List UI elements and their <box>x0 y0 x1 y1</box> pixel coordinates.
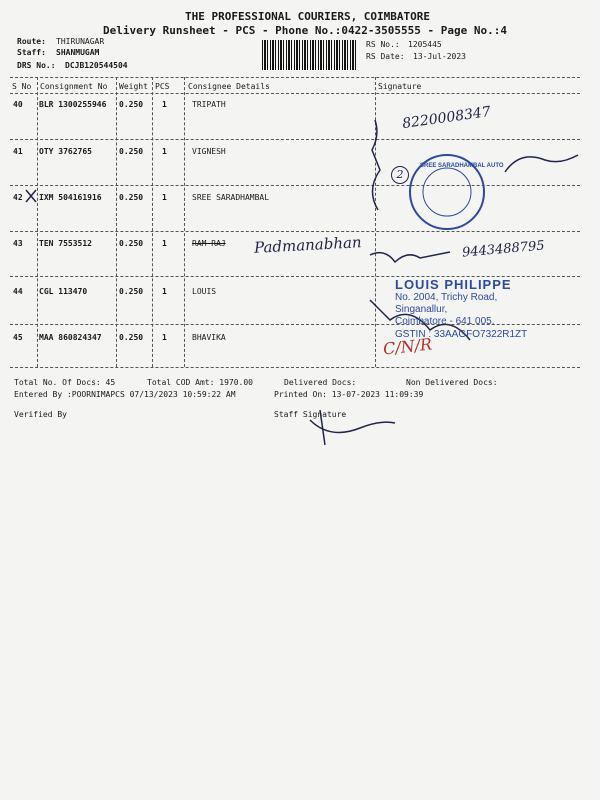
row-44-consignment: CGL 113470 <box>39 287 88 296</box>
row-43-consignment: TEN 7553512 <box>39 239 92 248</box>
rs-date-label: RS Date: <box>366 52 405 61</box>
louis-stamp-gstin: GSTIN : 33AAGFO7322R1ZT <box>395 329 528 340</box>
drs-label: DRS No.: <box>17 61 56 70</box>
row-43-consignee: RAM RAJ <box>192 239 226 248</box>
row-44-pcs: 1 <box>162 287 167 296</box>
handwritten-phone-row-40: 8220008347 <box>401 103 492 133</box>
row-40-consignee: TRIPATH <box>192 100 226 109</box>
total-cod: Total COD Amt: 1970.00 <box>147 378 253 387</box>
louis-stamp-line1: No. 2004, Trichy Road, <box>395 292 498 303</box>
row-43-pcs: 1 <box>162 239 167 248</box>
rs-no-value: 1205445 <box>408 40 442 49</box>
col-header-signature: Signature <box>378 82 422 91</box>
verified-by: Verified By <box>14 410 67 419</box>
drs-value: DCJB120544504 <box>65 61 128 70</box>
louis-stamp-title: LOUIS PHILIPPE <box>395 277 512 292</box>
signature-scribble-41 <box>505 155 578 172</box>
staff-signature-label: Staff Signature <box>274 410 347 419</box>
entered-by: Entered By :POORNIMAPCS 07/13/2023 10:59:22 AM <box>14 390 236 399</box>
row-44-consignee: LOUIS <box>192 287 217 296</box>
route-label: Route: <box>17 37 46 46</box>
col-header-weight: Weight <box>119 82 148 91</box>
row-41-pcs: 1 <box>162 147 167 156</box>
rs-no-label: RS No.: <box>366 40 400 49</box>
row-40-pcs: 1 <box>162 100 167 109</box>
total-docs: Total No. Of Docs: 45 <box>14 378 116 387</box>
col-header-pcs: PCS <box>155 82 170 91</box>
delivered-docs: Delivered Docs: <box>284 378 357 387</box>
row-42-consignee: SREE SARADHAMBAL <box>192 193 270 202</box>
row-41-consignee: VIGNESH <box>192 147 226 156</box>
runsheet-subtitle: Delivery Runsheet - PCS - Phone No.:0422-3505555 - Page No.:4 <box>103 24 507 37</box>
row-40-sno: 40 <box>13 100 23 109</box>
louis-stamp-line2: Singanallur, <box>395 304 448 315</box>
staff-label: Staff: <box>17 48 46 57</box>
row-45-consignee: BHAVIKA <box>192 333 226 342</box>
rs-date-value: 13-Jul-2023 <box>413 52 466 61</box>
round-stamp-inner <box>423 168 471 216</box>
circled-number-mark: 2 <box>391 166 409 184</box>
row-43-weight: 0.250 <box>119 239 144 248</box>
handwritten-name-row-43: Padmanabhan <box>253 233 363 257</box>
row-41-weight: 0.250 <box>119 147 144 156</box>
row-42-sno: 42 <box>13 193 23 202</box>
signature-scribble-40 <box>372 120 380 210</box>
col-header-consignee: Consignee Details <box>188 82 270 91</box>
cross-mark-42 <box>26 190 36 202</box>
row-44-weight: 0.250 <box>119 287 144 296</box>
handwritten-phone-row-43: 9443488795 <box>461 238 546 261</box>
row-42-weight: 0.250 <box>119 193 144 202</box>
louis-stamp-line3: Coimbatore - 641 005. <box>395 316 495 327</box>
company-title: THE PROFESSIONAL COURIERS, COIMBATORE <box>185 10 431 23</box>
round-stamp-text: SREE SARADHAMBAL AUTO <box>420 163 504 169</box>
row-40-consignment: BLR 1300255946 <box>39 100 107 109</box>
row-40-weight: 0.250 <box>119 100 144 109</box>
row-45-weight: 0.250 <box>119 333 144 342</box>
staff-value: SHANMUGAM <box>56 48 100 57</box>
col-header-sno: S No <box>12 82 32 91</box>
handwritten-cnr-row-45: C/N/R <box>382 334 433 359</box>
col-header-consignment: Consignment No <box>40 82 108 91</box>
non-delivered-docs: Non Delivered Docs: <box>406 378 498 387</box>
row-45-consignment: MAA 860824347 <box>39 333 102 342</box>
row-42-pcs: 1 <box>162 193 167 202</box>
row-41-consignment: OTY 3762765 <box>39 147 92 156</box>
row-44-sno: 44 <box>13 287 23 296</box>
row-43-sno: 43 <box>13 239 23 248</box>
route-value: THIRUNAGAR <box>56 37 105 46</box>
row-45-sno: 45 <box>13 333 23 342</box>
printed-on: Printed On: 13-07-2023 11:09:39 <box>274 390 424 399</box>
row-45-pcs: 1 <box>162 333 167 342</box>
row-41-sno: 41 <box>13 147 23 156</box>
signature-scribble-43 <box>370 252 450 262</box>
row-42-consignment: IXM 504161916 <box>39 193 102 202</box>
